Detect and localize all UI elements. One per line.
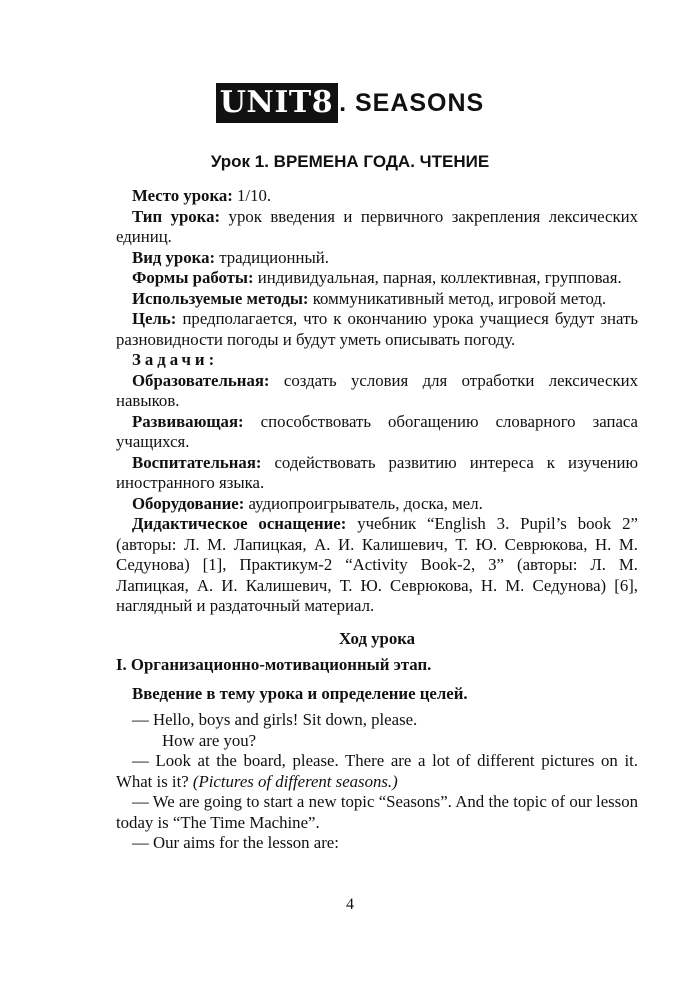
info-equipment: Оборудование: аудиопроигрыватель, доска, мел.	[132, 493, 483, 513]
unit-title-text: . SEASONS	[339, 89, 485, 117]
info-methods: Используемые методы: коммуникативный метод, игровой метод.	[132, 288, 607, 308]
dialog-line: — We are going to start a new topic “Seasons”. And the topic of our lesson today is “The Time Machine”.	[116, 792, 638, 832]
lesson-title: Урок 1. ВРЕМЕНА ГОДА. ЧТЕНИЕ	[210, 152, 490, 171]
info-didactic: Дидактическое оснащение: учебник “English 3. Pupil’s book 2” (авторы: Л. М. Лапицкая, А. И. Калишевич, Т. Ю. Севрюкова, Н. М. Седунова) [1], Практикум-2 “Activity Book-2, 3” (авторы: Л. М. Лапицкая, А. И. Калишевич, Т. Ю. Севрюкова, Н. М. Седунова) [6], наглядный и раздаточный материал.	[116, 514, 638, 615]
info-educational: Образовательная: создать условия для отработки лексических навыков.	[116, 370, 638, 410]
lesson-body	[116, 186, 638, 854]
info-forms: Формы работы: индивидуальная, парная, коллективная, групповая.	[132, 268, 622, 287]
page-number: 4	[346, 896, 354, 913]
info-place: Место урока: 1/10.	[132, 186, 272, 205]
unit-badge: UNIT8	[216, 83, 338, 123]
info-goal: Цель: предполагается, что к окончанию урока учащиеся будут знать разновидности погоды и будут уметь описывать погоду.	[116, 309, 638, 349]
info-tasks: Задачи:	[132, 350, 219, 369]
info-upbringing: Воспитательная: содействовать развитию интереса к изучению иностранного языка.	[116, 452, 638, 492]
info-type: Тип урока: урок введения и первичного закрепления лексических единиц.	[116, 206, 639, 246]
dialog-line: — Look at the board, please. There are a lot of different pictures on it. What is it? (Pictures of different seasons.)	[116, 751, 638, 791]
dialog-line: — Hello, boys and girls! Sit down, please.	[132, 710, 418, 729]
lesson-flow-heading: Ход урока	[338, 628, 416, 648]
unit-heading	[0, 83, 700, 123]
dialog-line: How are you?	[162, 730, 257, 750]
info-developing: Развивающая: способствовать обогащению словарного запаса учащихся.	[116, 411, 638, 451]
stage-heading: I. Организационно-мотивационный этап.	[116, 655, 432, 674]
info-kind: Вид урока: традиционный.	[132, 247, 329, 267]
stage-subheading: Введение в тему урока и определение целей.	[132, 683, 468, 703]
dialog-line: — Our aims for the lesson are:	[132, 833, 339, 852]
